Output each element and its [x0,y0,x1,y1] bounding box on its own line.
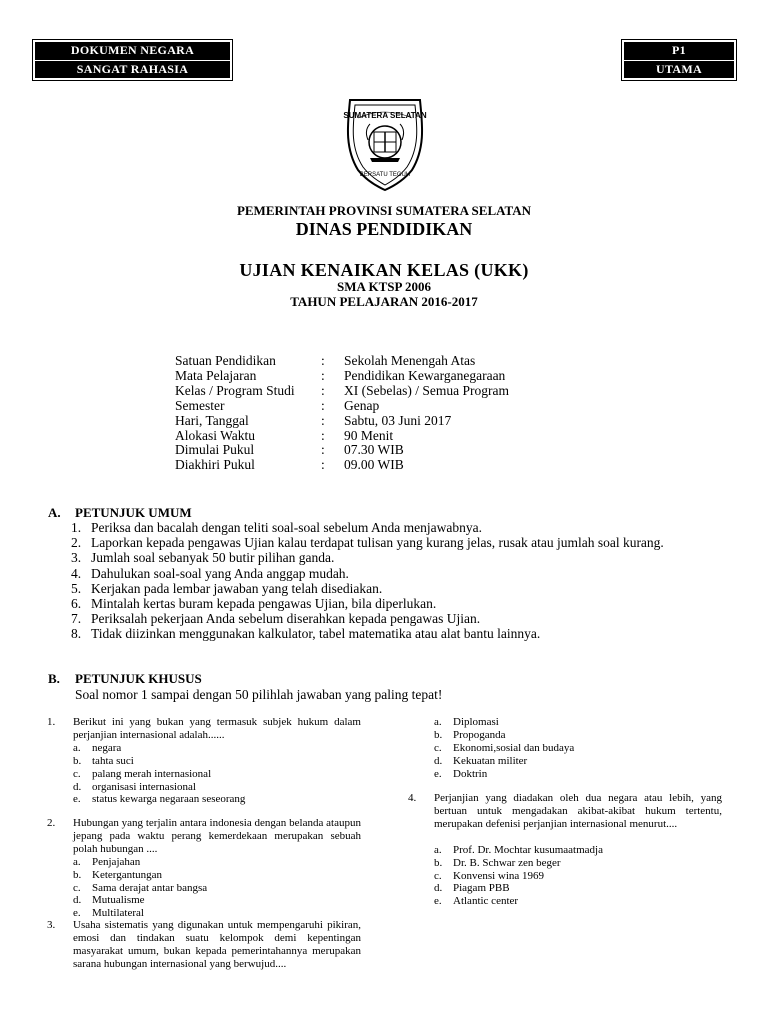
svg-text:BERSATU TEGUH: BERSATU TEGUH [359,172,411,178]
question-number: 3. [47,919,56,931]
answer-option: b. Propoganda [434,728,506,741]
answer-option: a. Diplomasi [434,716,499,728]
info-value: 90 Menit [344,427,394,443]
government-heading: PEMERINTAH PROVINSI SUMATERA SELATAN [236,203,532,218]
section-b-heading: B. PETUNJUK KHUSUS [48,671,202,686]
info-row: Hari, Tanggal : Sabtu, 03 Juni 2017 [175,412,452,428]
answer-option: d. Piagam PBB [434,882,510,895]
svg-text:SUMATERA SELATAN: SUMATERA SELATAN [343,111,427,120]
question-3-options [408,716,574,781]
department-heading: DINAS PENDIDIKAN [295,219,473,239]
answer-option: e. status kewarga negaraan seseorang [73,793,246,806]
list-item: 5. Kerjakan pada lembar jawaban yang telah disediakan. [71,580,383,596]
info-value: XI (Sebelas) / Semua Program [344,382,509,398]
list-item: 4. Dahulukan soal-soal yang Anda anggap mudah. [71,565,349,581]
answer-option: c. palang merah internasional [73,767,212,780]
answer-option: e. Doktrin [434,767,488,780]
exam-info-table [175,354,509,473]
info-value: Pendidikan Kewarganegaraan [344,367,506,383]
info-label: Diakhiri Pukul [175,457,255,473]
list-item: 1. Periksa dan bacalah dengan teliti soal-soal sebelum Anda menjawabnya. [71,520,482,535]
info-value: 07.30 WIB [344,442,404,458]
question-text: Usaha sistematis yang digunakan untuk mempengaruhi pikiran, emosi dan tindakan suatu kelompok demi kepentingan masyarakat umum, bukan kepada pemerintahannya merupakan sarana hubungan internasional yang berwujud.... [73,919,361,970]
info-value: 09.00 WIB [344,457,404,473]
answer-option: c. Ekonomi,sosial dan budaya [434,741,575,754]
answer-option: c. Sama derajat antar bangsa [73,881,208,894]
info-row: Satuan Pendidikan : Sekolah Menengah Atas [175,353,476,368]
classification-line-2: SANGAT RAHASIA [76,61,189,76]
info-value: Genap [344,397,380,413]
general-instructions-list [71,520,751,642]
info-value: Sekolah Menengah Atas [344,353,476,368]
info-row: Alokasi Waktu : 90 Menit [175,427,394,443]
specific-instruction-note: Soal nomor 1 sampai dengan 50 pilihlah jawaban yang paling tepat! [75,687,443,702]
list-item: 8. Tidak diizinkan menggunakan kalkulator, tabel matematika atau alat bantu lainnya. [71,626,541,642]
question-3 [47,919,361,971]
exam-title: UJIAN KENAIKAN KELAS (UKK) [239,260,529,280]
answer-option: e. Atlantic center [434,895,519,908]
info-value: Sabtu, 03 Juni 2017 [344,412,452,428]
answer-option: d. Kekuatan militer [434,754,528,767]
packet-code-box [621,39,737,81]
list-item: 3. Jumlah soal sebanyak 50 butir pilihan ganda. [71,550,335,566]
answer-option: b. Dr. B. Schwar zen beger [434,856,561,869]
info-label: Mata Pelajaran [175,367,257,383]
classification-line-1: DOKUMEN NEGARA [35,42,230,61]
question-text: Hubungan yang terjalin antara indonesia dengan belanda ataupun jepang pada waktu perang kemerdekaan merupakan sebuah polah hubungan .... [73,817,361,855]
question-4 [408,792,722,908]
answer-option: c. Konvensi wina 1969 [434,869,545,882]
answer-option: b. tahta suci [73,754,134,767]
info-label: Satuan Pendidikan [175,353,276,368]
answer-option: a. negara [73,741,122,754]
question-2 [47,817,361,920]
info-label: Semester [175,397,225,413]
info-row: Mata Pelajaran : Pendidikan Kewarganegaraan [175,367,506,383]
packet-type: UTAMA [656,61,702,76]
info-row: Kelas / Program Studi : XI (Sebelas) / Semua Program [175,382,509,398]
curriculum-subtitle: SMA KTSP 2006 [337,279,431,294]
info-label: Kelas / Program Studi [175,382,295,398]
answer-option: a. Prof. Dr. Mochtar kusumaatmadja [434,843,603,856]
question-text: Berikut ini yang bukan yang termasuk subjek hukum dalam perjanjian internasional adalah...... [73,716,361,741]
province-emblem-logo [340,92,430,192]
question-number: 4. [408,792,417,804]
list-item: 6. Mintalah kertas buram kepada pengawas Ujian, bila diperlukan. [71,596,437,612]
list-item: 7. Periksalah pekerjaan Anda sebelum diserahkan kepada pengawas Ujian. [71,611,481,627]
answer-option: d. organisasi internasional [73,780,196,793]
info-row: Diakhiri Pukul : 09.00 WIB [175,457,404,473]
info-row: Dimulai Pukul : 07.30 WIB [175,442,404,458]
academic-year-subtitle: TAHUN PELAJARAN 2016-2017 [290,294,478,309]
answer-option: e. Multilateral [73,907,144,920]
packet-code: P1 [624,42,734,61]
info-label: Hari, Tanggal [175,412,249,428]
info-row: Semester : Genap [175,397,380,413]
section-a-heading: A. PETUNJUK UMUM [48,505,192,520]
question-1 [47,716,361,806]
info-label: Dimulai Pukul [175,442,255,458]
question-text: Perjanjian yang diadakan oleh dua negara atau lebih, yang bertuan untuk mengadakan akibat-akibat hukum tertentu, merupakan defenisi perjanjian internasional menurut.... [434,792,722,830]
question-number: 2. [47,817,56,829]
document-classification-box [32,39,233,81]
question-number: 1. [47,716,56,728]
answer-option: d. Mutualisme [73,894,145,907]
answer-option: a. Penjajahan [73,855,141,868]
info-label: Alokasi Waktu [175,427,256,443]
answer-option: b. Ketergantungan [73,868,163,881]
list-item: 2. Laporkan kepada pengawas Ujian kalau terdapat tulisan yang kurang jelas, rusak atau jumlah soal kurang. [71,535,664,551]
